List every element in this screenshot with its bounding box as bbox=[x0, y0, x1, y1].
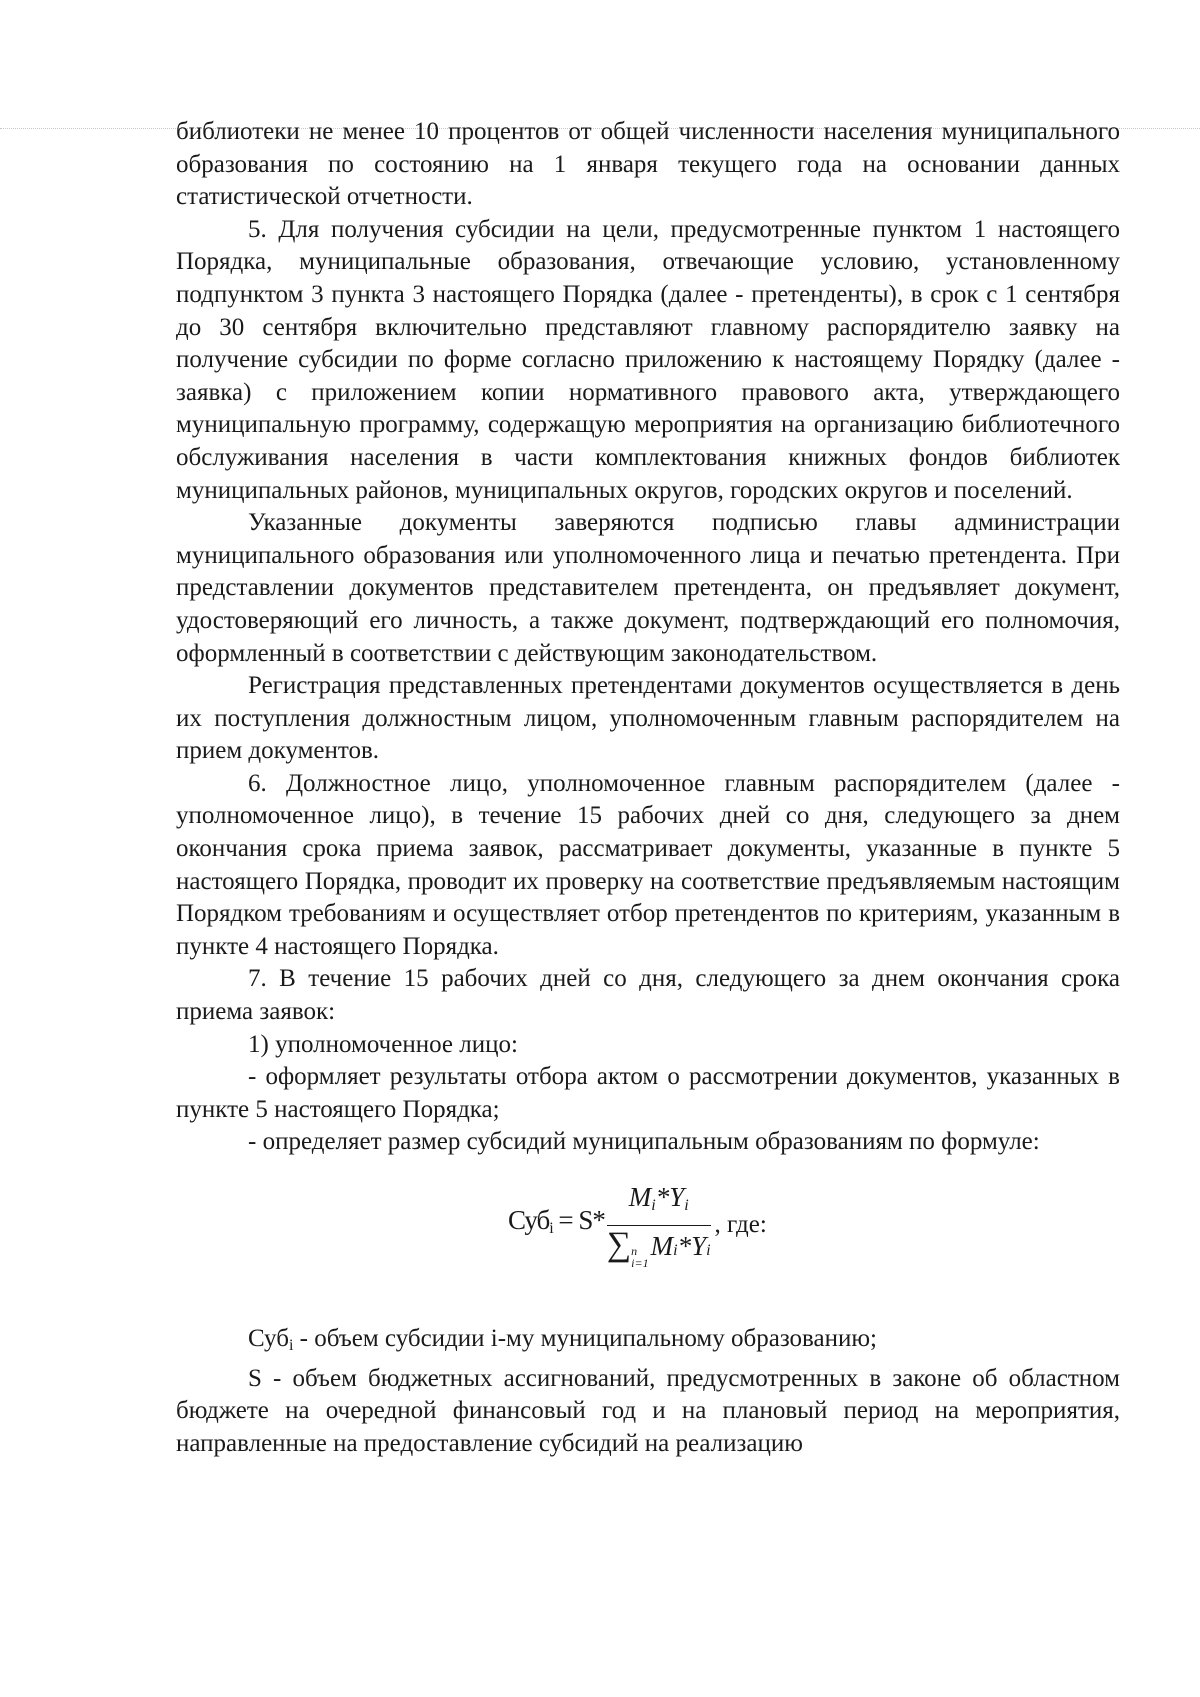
definition-s: S - объем бюджетных ассигнований, предусмотренных в законе об областном бюджете на очередной финансовый год и на плановый период на мероприятия, направленные на предоставление субсидий на реализацию bbox=[176, 1364, 1120, 1457]
formula-fraction bbox=[607, 1181, 711, 1269]
formula-lhs: Суб$_i$ = S* bbox=[508, 1205, 605, 1237]
summation-limits: n i=1 bbox=[631, 1243, 649, 1270]
paragraph-documents-certification: Указанные документы заверяются подписью главы администрации муниципального образования или уполномоченного лица и печатью претендента. При представлении документов представителем претендента, он предъявляет документ, удостоверяющий его личность, а также документ, подтверждающий его полномочия, оформленный в соответствии с действующим законодательством. bbox=[176, 509, 1120, 667]
paragraph-continuation: библиотеки не менее 10 процентов от общей численности населения муниципального образования по состоянию на 1 января текущего года на основании данных статистической отчетности. bbox=[176, 118, 1120, 211]
paragraph-subitem-1: 1) уполномоченное лицо: bbox=[248, 1030, 518, 1058]
paragraph-registration: Регистрация представленных претендентами документов осуществляется в день их поступления должностным лицом, уполномоченным главным распорядителем на прием документов. bbox=[176, 672, 1120, 765]
definition-sub-i: Суб$_i$ - объем субсидии i-му муниципальному образованию; bbox=[248, 1325, 877, 1354]
summation-symbol: ∑ bbox=[606, 1225, 632, 1263]
paragraph-item-7: 7. В течение 15 рабочих дней со дня, следующего за днем окончания срока приема заявок: bbox=[176, 965, 1120, 1026]
paragraph-item-5: 5. Для получения субсидии на цели, предусмотренные пунктом 1 настоящего Порядка, муниципальные образования, отвечающие условию, установленному подпунктом 3 пункта 3 настоящего Порядка (далее - претенденты), в срок с 1 сентября до 30 сентября включительно представляют главному распорядителю заявку на получение субсидии по форме согласно приложению к настоящему Порядку (далее - заявка) с приложением копии нормативного правового акта, утверждающего муниципальную программу, содержащую мероприятия на организацию библиотечного обслуживания населения в части комплектования книжных фондов библиотек муниципальных районов, муниципальных округов, городских округов и поселений. bbox=[176, 215, 1120, 504]
paragraph-item-6: 6. Должностное лицо, уполномоченное главным распорядителем (далее - уполномоченное лицо), в течение 15 рабочих дней со дня, следующего за днем окончания срока приема заявок, рассматривает документы, указанные в пункте 5 настоящего Порядка, проводит их проверку на соответствие предъявляемым настоящим Порядком требованиям и осуществляет отбор претендентов по критериям, указанным в пункте 4 настоящего Порядка. bbox=[176, 769, 1120, 960]
formula-numerator: $M_i*Y_i$ bbox=[628, 1182, 689, 1214]
paragraph-dash-formula: - определяет размер субсидий муниципальным образованиям по формуле: bbox=[248, 1128, 1040, 1156]
formula-tail: , где: bbox=[714, 1210, 767, 1238]
formula-expression bbox=[508, 1181, 767, 1269]
subsidy-formula bbox=[176, 1171, 1120, 1287]
document-body bbox=[176, 116, 1120, 1460]
paragraph-dash-act: - оформляет результаты отбора актом о рассмотрении документов, указанных в пункте 5 настоящего Порядка; bbox=[176, 1063, 1120, 1123]
formula-denominator: ∑ n i=1 M i *Y i bbox=[606, 1225, 711, 1270]
